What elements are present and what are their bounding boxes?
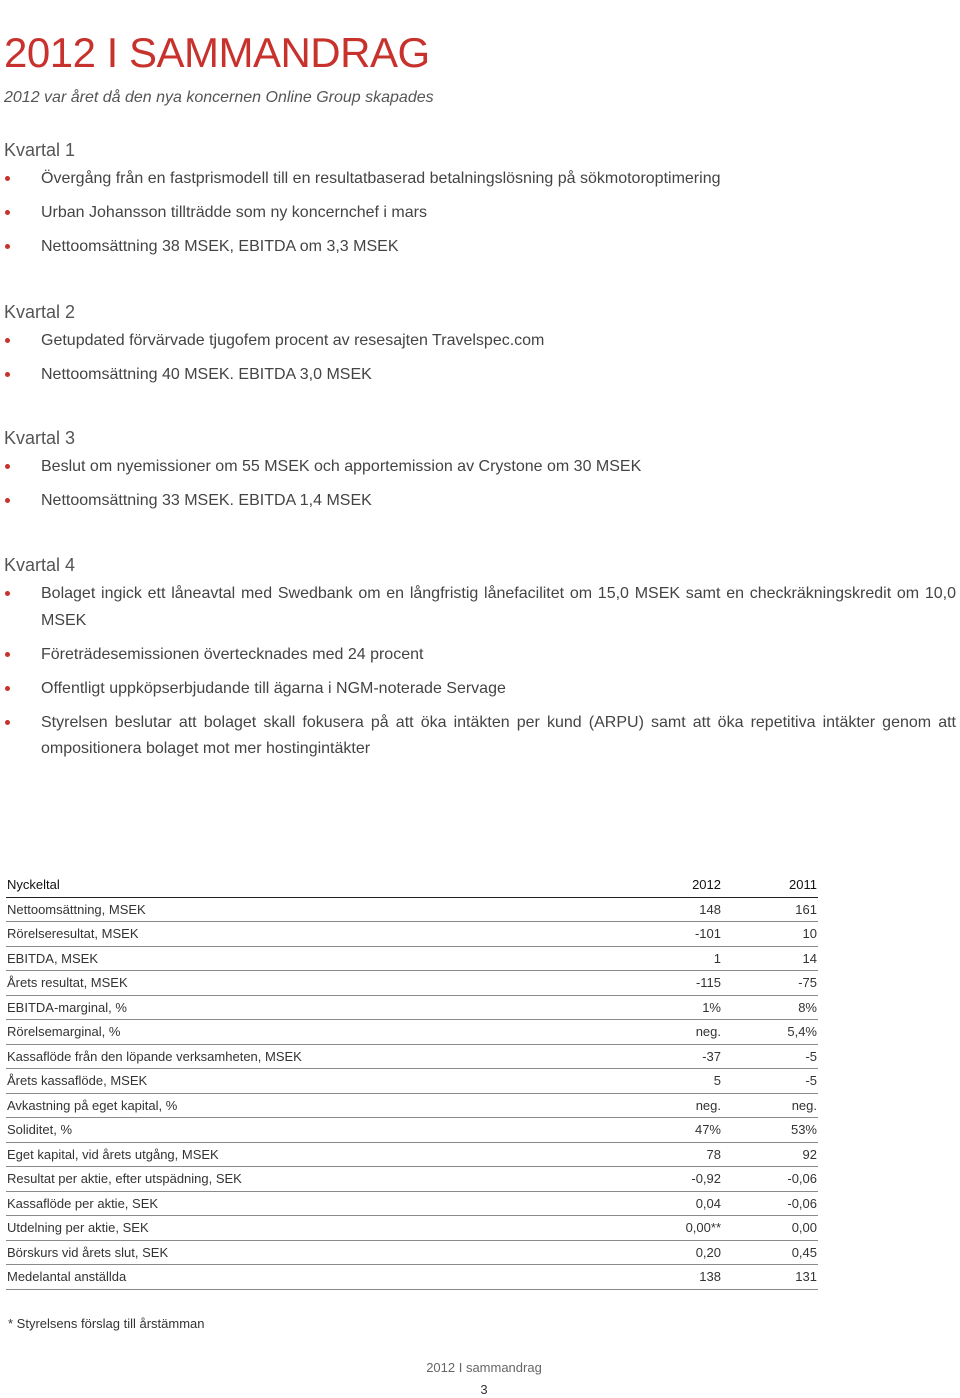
cell-metric: Årets kassaflöde, MSEK xyxy=(6,1069,620,1094)
cell-metric: Nettoomsättning, MSEK xyxy=(6,897,620,922)
cell-2012: 0,04 xyxy=(620,1191,722,1216)
cell-2011: 131 xyxy=(722,1265,818,1290)
quarter-4-list xyxy=(4,581,956,763)
quarter-1-list xyxy=(4,166,956,261)
list-item xyxy=(4,362,956,389)
cell-2011: 161 xyxy=(722,897,818,922)
list-item-text: Nettoomsättning 40 MSEK. EBITDA 3,0 MSEK xyxy=(41,366,372,383)
list-item-text: Nettoomsättning 33 MSEK. EBITDA 1,4 MSEK xyxy=(41,492,372,509)
cell-2011: 10 xyxy=(722,922,818,947)
cell-2011: -5 xyxy=(722,1069,818,1094)
cell-2012: -115 xyxy=(620,971,722,996)
list-item-text: Övergång från en fastprismodell till en resultatbaserad betalningslösning på sökmotoroptimering xyxy=(41,170,721,187)
table-row xyxy=(6,1142,818,1167)
cell-2011: -0,06 xyxy=(722,1191,818,1216)
cell-metric: Årets resultat, MSEK xyxy=(6,971,620,996)
page-number: 3 xyxy=(480,1382,488,1397)
table-row xyxy=(6,1191,818,1216)
quarter-4-section xyxy=(4,554,956,770)
list-item xyxy=(4,581,956,634)
cell-2012: 148 xyxy=(620,897,722,922)
table-row xyxy=(6,1118,818,1143)
list-item xyxy=(4,166,956,193)
list-item-text: Nettoomsättning 38 MSEK, EBITDA om 3,3 MSEK xyxy=(41,238,399,255)
bullet-icon xyxy=(5,176,10,181)
bullet-icon xyxy=(5,338,10,343)
cell-metric: Soliditet, % xyxy=(6,1118,620,1143)
quarter-1-heading: Kvartal 1 xyxy=(4,140,76,160)
cell-metric: Eget kapital, vid årets utgång, MSEK xyxy=(6,1142,620,1167)
cell-2011: 0,45 xyxy=(722,1240,818,1265)
page-title: 2012 I SAMMANDRAG xyxy=(4,29,430,77)
cell-2012: 0,20 xyxy=(620,1240,722,1265)
footnote: * Styrelsens förslag till årstämman xyxy=(8,1316,205,1331)
quarter-1-section xyxy=(4,139,956,268)
cell-2011: 53% xyxy=(722,1118,818,1143)
table-row xyxy=(6,1240,818,1265)
cell-metric: EBITDA, MSEK xyxy=(6,946,620,971)
list-item xyxy=(4,676,956,703)
table-row xyxy=(6,995,818,1020)
quarter-2-list xyxy=(4,328,956,389)
bullet-icon xyxy=(5,591,10,596)
bullet-icon xyxy=(5,652,10,657)
table-row xyxy=(6,897,818,922)
list-item xyxy=(4,234,956,261)
cell-2012: 1% xyxy=(620,995,722,1020)
list-item-text: Getupdated förvärvade tjugofem procent av resesajten Travelspec.com xyxy=(41,332,545,349)
list-item xyxy=(4,488,956,515)
key-figures-table xyxy=(6,873,818,1290)
cell-2012: 78 xyxy=(620,1142,722,1167)
cell-metric: Rörelsemarginal, % xyxy=(6,1020,620,1045)
column-header-2012: 2012 xyxy=(620,873,722,897)
quarter-4-heading: Kvartal 4 xyxy=(4,555,76,575)
cell-2012: 138 xyxy=(620,1265,722,1290)
cell-2012: 47% xyxy=(620,1118,722,1143)
page-subtitle: 2012 var året då den nya koncernen Online Group skapades xyxy=(4,89,434,106)
cell-2012: neg. xyxy=(620,1020,722,1045)
list-item-text: Offentligt uppköpserbjudande till ägarna i NGM-noterade Servage xyxy=(41,679,506,697)
list-item xyxy=(4,710,956,763)
table-row xyxy=(6,971,818,996)
bullet-icon xyxy=(5,498,10,503)
cell-metric: Medelantal anställda xyxy=(6,1265,620,1290)
bullet-icon xyxy=(5,686,10,691)
column-header-2011: 2011 xyxy=(722,873,818,897)
cell-2011: 5,4% xyxy=(722,1020,818,1045)
cell-metric: Resultat per aktie, efter utspädning, SEK xyxy=(6,1167,620,1192)
cell-2011: 14 xyxy=(722,946,818,971)
table-row xyxy=(6,1044,818,1069)
list-item-text: Företrädesemissionen övertecknades med 24 procent xyxy=(41,645,424,663)
list-item xyxy=(4,200,956,227)
cell-2011: -5 xyxy=(722,1044,818,1069)
list-item xyxy=(4,454,956,481)
list-item xyxy=(4,642,956,669)
table-row xyxy=(6,1069,818,1094)
cell-2011: 8% xyxy=(722,995,818,1020)
table-row xyxy=(6,1020,818,1045)
table-row xyxy=(6,1093,818,1118)
cell-2011: -75 xyxy=(722,971,818,996)
list-item-text: Beslut om nyemissioner om 55 MSEK och apportemission av Crystone om 30 MSEK xyxy=(41,458,642,475)
cell-2011: 92 xyxy=(722,1142,818,1167)
bullet-icon xyxy=(5,720,10,725)
cell-2012: 5 xyxy=(620,1069,722,1094)
quarter-3-heading: Kvartal 3 xyxy=(4,428,76,448)
quarter-2-heading: Kvartal 2 xyxy=(4,302,76,322)
cell-2012: 0,00** xyxy=(620,1216,722,1241)
cell-metric: Rörelseresultat, MSEK xyxy=(6,922,620,947)
table-header-row xyxy=(6,873,818,897)
cell-2011: neg. xyxy=(722,1093,818,1118)
list-item-text: Styrelsen beslutar att bolaget skall fokusera på att öka intäkten per kund (ARPU) samt att öka repetitiva intäkter genom att ompositionera bolaget mot mer hostingintäkter xyxy=(41,713,956,757)
table-row xyxy=(6,1167,818,1192)
cell-2012: -0,92 xyxy=(620,1167,722,1192)
cell-2012: -101 xyxy=(620,922,722,947)
cell-2012: neg. xyxy=(620,1093,722,1118)
bullet-icon xyxy=(5,244,10,249)
cell-metric: Avkastning på eget kapital, % xyxy=(6,1093,620,1118)
quarter-3-list xyxy=(4,454,956,515)
bullet-icon xyxy=(5,372,10,377)
table-row xyxy=(6,946,818,971)
cell-2011: 0,00 xyxy=(722,1216,818,1241)
cell-metric: Kassaflöde från den löpande verksamheten, MSEK xyxy=(6,1044,620,1069)
quarter-3-section xyxy=(4,427,956,522)
cell-2012: 1 xyxy=(620,946,722,971)
cell-metric: Kassaflöde per aktie, SEK xyxy=(6,1191,620,1216)
cell-2012: -37 xyxy=(620,1044,722,1069)
list-item-text: Bolaget ingick ett låneavtal med Swedbank om en långfristig lånefacilitet om 15,0 MSEK samt en checkräkningskredit om 10,0 MSEK xyxy=(41,585,956,629)
footer-title: 2012 I sammandrag xyxy=(426,1360,542,1375)
key-figures-body xyxy=(6,897,818,1289)
table-row xyxy=(6,1265,818,1290)
bullet-icon xyxy=(5,464,10,469)
table-row xyxy=(6,1216,818,1241)
list-item-text: Urban Johansson tillträdde som ny koncernchef i mars xyxy=(41,204,427,221)
cell-metric: Utdelning per aktie, SEK xyxy=(6,1216,620,1241)
table-row xyxy=(6,922,818,947)
cell-metric: Börskurs vid årets slut, SEK xyxy=(6,1240,620,1265)
bullet-icon xyxy=(5,210,10,215)
quarter-2-section xyxy=(4,301,956,396)
cell-2011: -0,06 xyxy=(722,1167,818,1192)
cell-metric: EBITDA-marginal, % xyxy=(6,995,620,1020)
list-item xyxy=(4,328,956,355)
column-header-metric: Nyckeltal xyxy=(6,873,620,897)
